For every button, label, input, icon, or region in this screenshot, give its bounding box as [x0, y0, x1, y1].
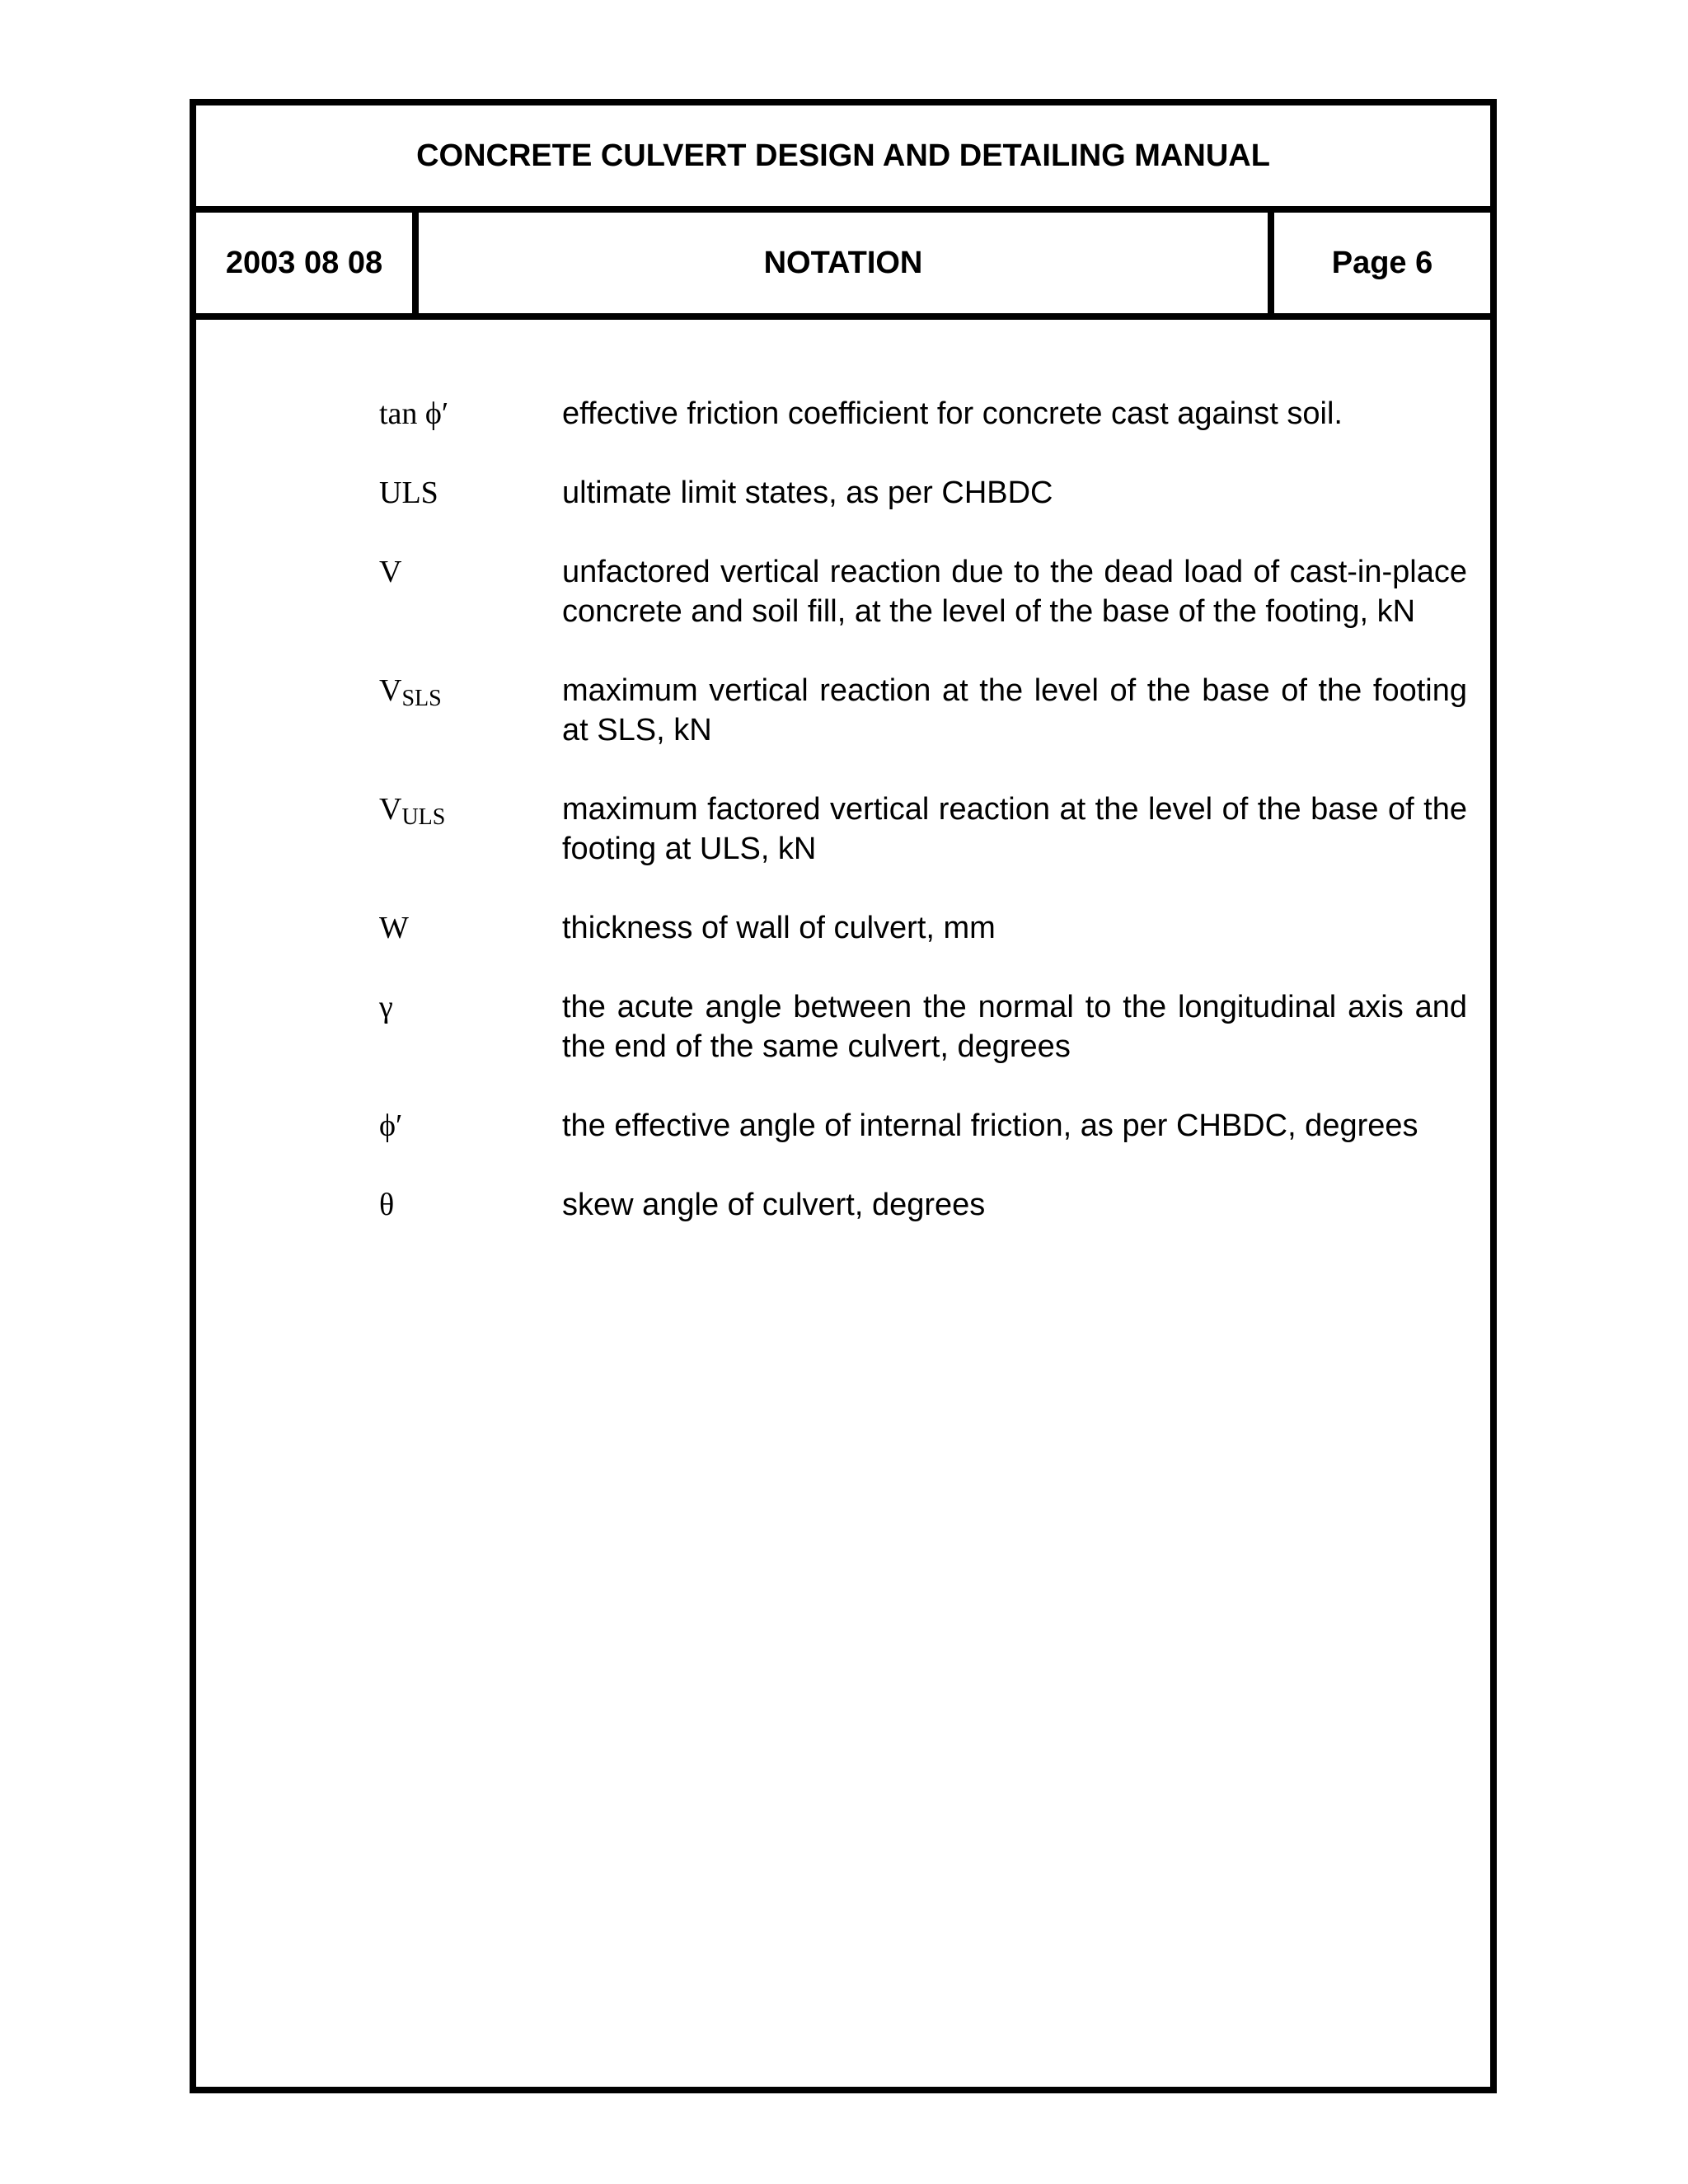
- notation-entry-w: [379, 908, 1467, 948]
- notation-definition: skew angle of culvert, degrees: [562, 1188, 986, 1222]
- document-date: 2003 08 08: [196, 213, 419, 313]
- notation-symbol: $V_{SLS}$: [379, 673, 442, 711]
- notation-definition: the acute angle between the normal to the longitudinal axis and the end of the same culvert, degrees: [562, 990, 1467, 1064]
- notation-symbol: θ: [379, 1188, 395, 1222]
- notation-entry-phi: [379, 1106, 1467, 1146]
- notation-entry-theta: [379, 1185, 1467, 1225]
- document-title: CONCRETE CULVERT DESIGN AND DETAILING MANUAL: [196, 105, 1490, 213]
- notation-symbol: ULS: [379, 476, 438, 510]
- notation-symbol: ϕ′: [379, 1108, 403, 1143]
- header-info-row: [196, 206, 1490, 320]
- notation-definition: thickness of wall of culvert, mm: [562, 911, 996, 945]
- notation-subscript: SLS: [401, 686, 442, 711]
- notation-symbol: γ: [379, 990, 393, 1024]
- notation-definition: effective friction coefficient for concrete cast against soil.: [562, 396, 1343, 431]
- notation-symbol: $V_{ULS}$: [379, 792, 446, 830]
- notation-entry-v: [379, 552, 1467, 631]
- notation-symbol: W: [379, 911, 409, 945]
- page-number: Page 6: [1268, 213, 1490, 313]
- notation-definition: maximum factored vertical reaction at the level of the base of the footing at ULS, kN: [562, 792, 1467, 866]
- notation-definition: unfactored vertical reaction due to the dead load of cast-in-place concrete and soil fill, at the level of the base of the footing, kN: [562, 555, 1467, 629]
- notation-entry-gamma: [379, 987, 1467, 1066]
- notation-entry-uls: [379, 473, 1467, 513]
- notation-symbol: tan ϕ′: [379, 396, 449, 431]
- page-frame: [190, 99, 1497, 2093]
- notation-subscript: ULS: [401, 804, 446, 830]
- notation-symbol: V: [379, 555, 402, 589]
- notation-definition: maximum vertical reaction at the level of the base of the footing at SLS, kN: [562, 673, 1467, 748]
- notation-definition: ultimate limit states, as per CHBDC: [562, 476, 1053, 510]
- notation-definition: the effective angle of internal friction, as per CHBDC, degrees: [562, 1108, 1418, 1143]
- notation-entry-v-uls: [379, 790, 1467, 869]
- notation-list: [379, 394, 1467, 1264]
- notation-entry-tan-phi: [379, 394, 1467, 434]
- section-title: NOTATION: [763, 245, 923, 280]
- notation-entry-v-sls: [379, 671, 1467, 750]
